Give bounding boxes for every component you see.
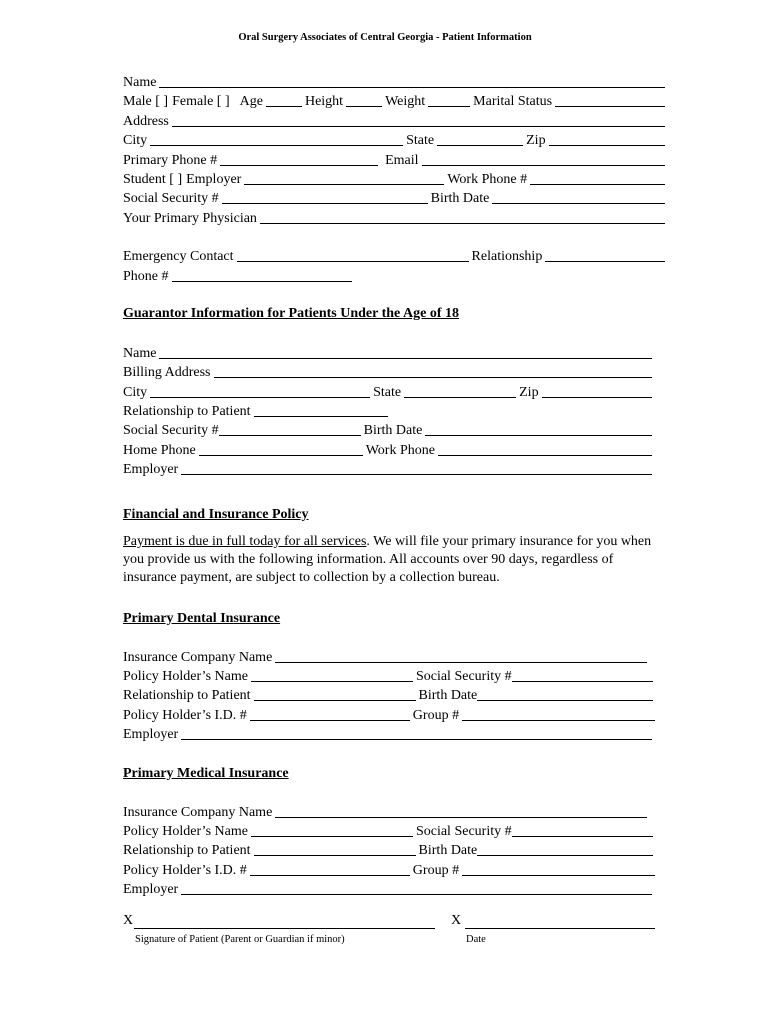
phone-label: Phone #	[123, 268, 169, 284]
birth-date-label: Birth Date	[430, 191, 490, 207]
work-phone-field[interactable]	[530, 171, 665, 185]
dental-employer-field[interactable]	[181, 726, 652, 740]
city-field[interactable]	[150, 132, 403, 146]
guarantor-work-phone-label: Work Phone	[365, 442, 435, 458]
billing-address-label: Billing Address	[123, 365, 211, 381]
patient-physician-row	[123, 208, 668, 227]
state-label: State	[406, 133, 435, 149]
medical-relationship-label: Relationship to Patient	[123, 843, 251, 859]
guarantor-name-field[interactable]	[159, 345, 652, 359]
dental-holder-id-label: Policy Holder’s I.D. #	[123, 707, 247, 723]
medical-relationship-field[interactable]	[254, 842, 416, 856]
email-field[interactable]	[422, 152, 665, 166]
guarantor-work-phone-field[interactable]	[438, 442, 652, 456]
policy-body: . We will file your primary insurance for you when you provide us with the following information. All accounts over 90 days, regardless of insurance payment, are subject to collection by a collection bureau.	[123, 533, 652, 585]
email-label: Email	[385, 152, 419, 168]
medical-employer-label: Employer	[123, 882, 179, 898]
address-field[interactable]	[172, 113, 665, 127]
marital-status-label: Marital Status	[473, 94, 553, 110]
name-field[interactable]	[159, 74, 665, 88]
medical-birth-date-label: Birth Date	[418, 843, 478, 859]
dental-holder-row	[123, 666, 656, 685]
medical-holder-id-label: Policy Holder’s I.D. #	[123, 862, 247, 878]
form-body	[123, 72, 668, 899]
dental-group-field[interactable]	[462, 707, 655, 721]
weight-field[interactable]	[428, 93, 470, 107]
patient-demographics-row	[123, 91, 668, 110]
financial-policy-text	[123, 533, 663, 587]
name-label: Name	[123, 75, 157, 90]
relationship-field[interactable]	[545, 248, 665, 262]
signature-caption: Signature of Patient (Parent or Guardian if minor)	[135, 934, 345, 945]
weight-label: Weight	[385, 94, 426, 110]
work-phone-label: Work Phone #	[447, 171, 528, 187]
physician-field[interactable]	[260, 210, 665, 224]
dental-employer-label: Employer	[123, 727, 179, 743]
medical-id-row	[123, 860, 658, 879]
dental-employer-row	[123, 724, 655, 743]
address-label: Address	[123, 113, 169, 129]
guarantor-ssn-label: Social Security #	[123, 423, 219, 439]
medical-insurance-title: Primary Medical Insurance	[123, 765, 289, 781]
primary-phone-field[interactable]	[220, 152, 378, 166]
patient-address-row	[123, 111, 668, 130]
patient-city-row	[123, 130, 668, 149]
medical-employer-row	[123, 879, 655, 898]
medical-company-row	[123, 802, 650, 821]
billing-address-field[interactable]	[214, 364, 652, 378]
student-checkbox-label[interactable]: Student [ ]	[123, 171, 183, 187]
emergency-phone-row	[123, 266, 668, 285]
ssn-field[interactable]	[222, 190, 428, 204]
zip-field[interactable]	[549, 132, 665, 146]
ssn-label: Social Security #	[123, 191, 219, 207]
date-x-mark: X	[451, 913, 462, 928]
guarantor-zip-field[interactable]	[542, 384, 652, 398]
relationship-label: Relationship	[471, 249, 543, 265]
guarantor-ssn-row	[123, 420, 655, 439]
medical-holder-id-field[interactable]	[250, 862, 410, 876]
dental-insurance-title: Primary Dental Insurance	[123, 610, 281, 626]
guarantor-city-field[interactable]	[150, 384, 370, 398]
medical-group-label: Group #	[412, 862, 460, 878]
financial-policy-title: Financial and Insurance Policy	[123, 506, 309, 522]
patient-signature-field[interactable]	[134, 928, 435, 929]
guarantor-name-label: Name	[123, 345, 157, 361]
dental-company-row	[123, 647, 650, 666]
primary-phone-label: Primary Phone #	[123, 152, 218, 168]
city-label: City	[123, 133, 148, 149]
guarantor-city-row	[123, 382, 655, 401]
dental-holder-label: Policy Holder’s Name	[123, 669, 248, 685]
dental-holder-id-field[interactable]	[250, 707, 410, 721]
guarantor-employer-field[interactable]	[181, 461, 652, 475]
dental-ssn-field[interactable]	[512, 668, 653, 682]
guarantor-employer-row	[123, 459, 655, 478]
guarantor-state-field[interactable]	[404, 384, 516, 398]
guarantor-section-title: Guarantor Information for Patients Under the Age of 18	[123, 305, 459, 321]
zip-label: Zip	[526, 133, 546, 149]
dental-relationship-row	[123, 685, 656, 704]
medical-group-field[interactable]	[462, 862, 655, 876]
patient-employment-row	[123, 169, 668, 188]
marital-status-field[interactable]	[555, 93, 665, 107]
page-title: Oral Surgery Associates of Central Georgia - Patient Information	[238, 32, 532, 43]
dental-relationship-field[interactable]	[254, 687, 416, 701]
medical-company-field[interactable]	[275, 804, 647, 818]
female-checkbox-label[interactable]: Female [ ]	[172, 94, 230, 110]
dental-group-label: Group #	[412, 707, 460, 723]
date-field[interactable]	[465, 928, 655, 929]
employer-label: Employer	[186, 171, 242, 187]
dental-company-field[interactable]	[275, 649, 647, 663]
dental-birth-date-field[interactable]	[477, 687, 653, 701]
guarantor-phone-row	[123, 440, 655, 459]
guarantor-name-row	[123, 343, 655, 362]
payment-due-notice: Payment is due in full today for all services	[123, 533, 367, 549]
medical-holder-label: Policy Holder’s Name	[123, 823, 248, 839]
employer-field[interactable]	[244, 171, 444, 185]
dental-company-label: Insurance Company Name	[123, 649, 273, 665]
state-field[interactable]	[437, 132, 523, 146]
medical-birth-date-field[interactable]	[477, 842, 653, 856]
guarantor-ssn-field[interactable]	[219, 422, 361, 436]
phone-field[interactable]	[172, 268, 352, 282]
medical-ssn-label: Social Security #	[415, 823, 512, 839]
guarantor-relationship-field[interactable]	[254, 403, 388, 417]
height-field[interactable]	[346, 93, 382, 107]
guarantor-state-label: State	[373, 384, 402, 400]
guarantor-employer-label: Employer	[123, 462, 179, 478]
guarantor-birth-date-label: Birth Date	[363, 423, 423, 439]
home-phone-field[interactable]	[199, 442, 363, 456]
medical-relationship-row	[123, 840, 656, 859]
medical-employer-field[interactable]	[181, 881, 652, 895]
home-phone-label: Home Phone	[123, 442, 196, 458]
guarantor-billing-row	[123, 362, 655, 381]
height-label: Height	[304, 94, 344, 110]
date-caption: Date	[466, 934, 486, 945]
patient-phone-row	[123, 150, 668, 169]
birth-date-field[interactable]	[492, 190, 665, 204]
physician-label: Your Primary Physician	[123, 210, 257, 226]
dental-id-row	[123, 705, 658, 724]
emergency-contact-label: Emergency Contact	[123, 249, 234, 265]
guarantor-birth-date-field[interactable]	[425, 422, 652, 436]
dental-birth-date-label: Birth Date	[418, 688, 478, 704]
age-field[interactable]	[266, 93, 302, 107]
dental-relationship-label: Relationship to Patient	[123, 688, 251, 704]
age-label: Age	[239, 94, 263, 110]
emergency-contact-row	[123, 246, 668, 265]
medical-holder-row	[123, 821, 656, 840]
signature-x-mark: X	[123, 913, 134, 928]
male-checkbox-label[interactable]: Male [ ]	[123, 94, 169, 110]
medical-holder-field[interactable]	[251, 823, 413, 837]
patient-ssn-row	[123, 188, 668, 207]
guarantor-city-label: City	[123, 384, 148, 400]
guarantor-relationship-label: Relationship to Patient	[123, 404, 251, 420]
guarantor-relationship-row	[123, 401, 668, 420]
emergency-contact-field[interactable]	[237, 248, 469, 262]
medical-company-label: Insurance Company Name	[123, 804, 273, 820]
medical-ssn-field[interactable]	[512, 823, 653, 837]
dental-holder-field[interactable]	[251, 668, 413, 682]
dental-ssn-label: Social Security #	[415, 669, 512, 685]
patient-name-row	[123, 72, 668, 91]
guarantor-zip-label: Zip	[519, 384, 539, 400]
